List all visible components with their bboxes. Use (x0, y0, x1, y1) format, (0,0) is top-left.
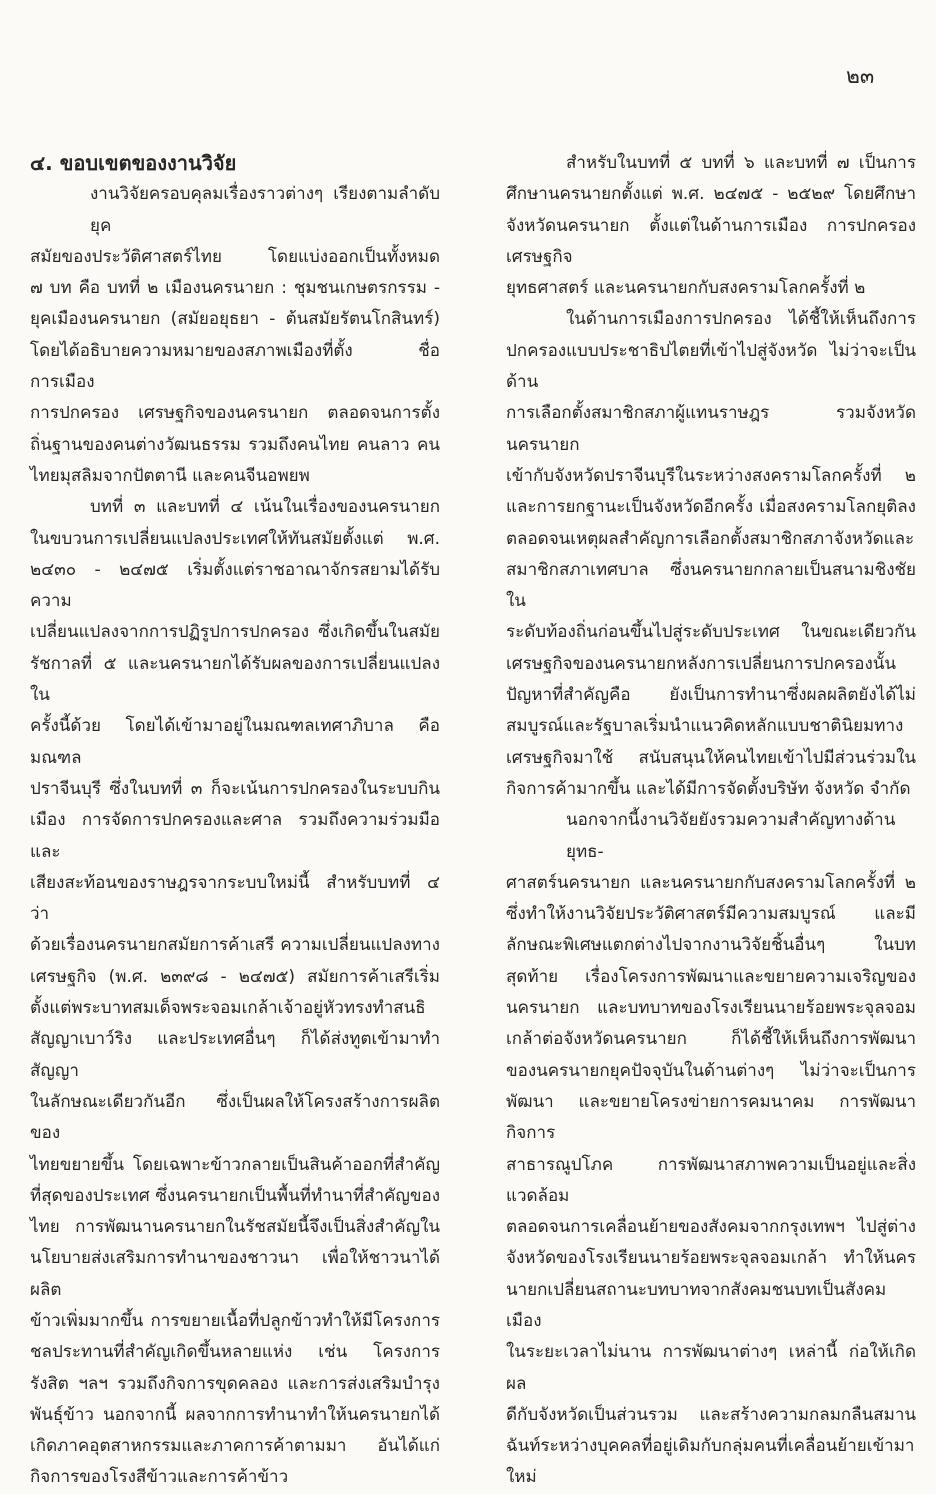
paragraph-2-line: ชลประทานที่สำคัญเกิดขึ้นหลายแห่ง เช่น โครงการ (30, 1342, 440, 1363)
paragraph-1-line: ยุทธศาสตร์ และนครนายกกับสงครามโลกครั้งที่ ๒ (506, 278, 866, 299)
paragraph-2-line: เศรษฐกิจมาใช้ สนับสนุนให้คนไทยเข้าไปมีส่วนร่วมใน (506, 747, 916, 768)
paragraph-2-line: ๒๔๓๐ - ๒๔๗๕ เริ่มตั้งแต่ราชอาณาจักรสยามได้รับความ (30, 559, 440, 612)
paragraph-2-line: เมือง การจัดการปกครองและศาล รวมถึงความร่วมมือและ (30, 810, 440, 862)
paragraph-2-line: เกิดภาคอุตสาหกรรมและภาคการค้าตามมา อันได้แก่ (30, 1436, 440, 1457)
paragraph-2-line: ปราจีนบุรี ซึ่งในบทที่ ๓ ก็จะเน้นการปกครองในระบบกิน (30, 778, 440, 799)
paragraph-2-line: กิจการของโรงสีข้าวและการค้าข้าว (30, 1467, 289, 1488)
paragraph-3-line: ในระยะเวลาไม่นาน การพัฒนาต่างๆ เหล่านี้ ก่อให้เกิดผล (506, 1342, 916, 1394)
paragraph-2-line: ที่สุดของประเทศ ซึ่งนครนายกเป็นพื้นที่ทำนาที่สำคัญของ (30, 1185, 440, 1206)
paragraph-3-line: นครนายก และบทบาทของโรงเรียนนายร้อยพระจุลจอม (506, 998, 916, 1019)
paragraph-1-line: ยุคเมืองนครนายก (สมัยอยุธยา - ต้นสมัยรัตนโกสินทร์) (30, 309, 440, 330)
paragraph-2-line: รังสิต ฯลฯ รวมถึงกิจการขุดคลอง และการส่งเสริมบำรุง (30, 1373, 440, 1394)
paragraph-1-line: โดยได้อธิบายความหมายของสภาพเมืองที่ตั้ง ชื่อ การเมือง (30, 340, 440, 393)
paragraph-2-line: ปกครองแบบประชาธิปไตยที่เข้าไปสู่จังหวัด ไม่ว่าจะเป็นด้าน (506, 340, 916, 393)
left-column (30, 148, 440, 1494)
paragraph-1-line: สมัยของประวัติศาสตร์ไทย โดยแบ่งออกเป็นทั้งหมด (30, 246, 440, 267)
paragraph-3-line: นายกเปลี่ยนสถานะบทบาทจากสังคมชนบทเป็นสังคมเมือง (506, 1279, 887, 1331)
paragraph-2-line: การเลือกตั้งสมาชิกสภาผู้แทนราษฎร รวมจังหวัดนครนายก (506, 403, 916, 455)
paragraph-2-line: และการยกฐานะเป็นจังหวัดอีกครั้ง เมื่อสงครามโลกยุติลง (506, 497, 916, 518)
paragraph-2-line: ในขบวนการเปลี่ยนแปลงประเทศให้ทันสมัยตั้งแต่ พ.ศ. (30, 528, 440, 549)
right-column (506, 148, 916, 1494)
paragraph-3-line: ของนครนายกยุคปัจจุบันในด้านต่างๆ ไม่ว่าจะเป็นการ (506, 1060, 916, 1081)
paragraph-3-line: ลักษณะพิเศษแตกต่างไปจากงานวิจัยชิ้นอื่นๆ ในบท (506, 935, 916, 956)
paragraph-2-line: ตลอดจนเหตุผลสำคัญการเลือกตั้งสมาชิกสภาจังหวัดและ (506, 528, 915, 549)
paragraph-2-line: ในด้านการเมืองการปกครอง ได้ชี้ให้เห็นถึงการ (566, 309, 916, 330)
paragraph-2-line: เศรษฐกิจของนครนายกหลังการเปลี่ยนการปกครองนั้น (506, 653, 897, 674)
paragraph-2-line: ครั้งนี้ด้วย โดยได้เข้ามาอยู่ในมณฑลเทศาภิบาล คือ มณฑล (30, 716, 440, 768)
paragraph-3-line: จังหวัดของโรงเรียนนายร้อยพระจุลจอมเกล้า ทำให้นคร (506, 1248, 916, 1269)
paragraph-1-line: สำหรับในบทที่ ๕ บทที่ ๖ และบทที่ ๗ เป็นการ (566, 153, 916, 173)
paragraph-2-line: ข้าวเพิ่มมากขึ้น การขยายเนื้อที่ปลูกข้าวทำให้มีโครงการ (30, 1310, 440, 1331)
paragraph-3-line: สุดท้าย เรื่องโครงการพัฒนาและขยายความเจริญของ (506, 966, 916, 987)
paragraph-3-line: ฉันท์ระหว่างบุคคลที่อยู่เดิมกับกลุ่มคนที่เคลื่อนย้ายเข้ามาใหม่ (506, 1436, 915, 1488)
paragraph-3-line: ซึ่งทำให้งานวิจัยประวัติศาสตร์มีความสมบูรณ์ และมี (506, 904, 916, 925)
paragraph-2-line: สัญญาเบาว์ริง และประเทศอื่นๆ ก็ได้ส่งทูตเข้ามาทำสัญญา (30, 1029, 440, 1081)
paragraph-2-line: สมาชิกสภาเทศบาล ซึ่งนครนายกกลายเป็นสนามชิงชัยใน (506, 559, 916, 612)
paragraph-3-line: นอกจากนี้งานวิจัยยังรวมความสำคัญทางด้านยุทธ- (566, 810, 896, 862)
paragraph-3-line: ศาสตร์นครนายก และนครนายกกับสงครามโลกครั้งที่ ๒ (506, 872, 916, 893)
paragraph-2-line: ระดับท้องถิ่นก่อนขึ้นไปสู่ระดับประเทศ ในขณะเดียวกัน (506, 622, 916, 643)
paragraph-2-line: กิจการค้ามากขึ้น และได้มีการจัดตั้งบริษัท จังหวัด จำกัด (506, 778, 911, 799)
paragraph-2-line: พันธุ์ข้าว นอกจากนี้ ผลจากการทำนาทำให้นครนายกได้ (30, 1404, 440, 1425)
paragraph-1-line: งานวิจัยครอบคุลมเรื่องราวต่างๆ เรียงตามลำดับยุค (90, 184, 440, 236)
paragraph-2-line: เศรษฐกิจ (พ.ศ. ๒๓๙๘ - ๒๔๗๕) สมัยการค้าเสรีเริ่ม (30, 966, 440, 987)
paragraph-2-line: สมบูรณ์และรัฐบาลเริ่มนำแนวคิดหลักแบบชาตินิยมทาง (506, 716, 904, 737)
paragraph-1-line: ๗ บท คือ บทที่ ๒ เมืองนครนายก : ชุมชนเกษตรกรรม - (30, 278, 440, 299)
paragraph-2-line: นโยบายส่งเสริมการทำนาของชาวนา เพื่อให้ชาวนาได้ผลิต (30, 1248, 440, 1300)
section-heading: ๔. ขอบเขตของงานวิจัย (30, 151, 237, 175)
paragraph-3-line: เกล้าต่อจังหวัดนครนายก ก็ได้ชี้ให้เห็นถึงการพัฒนา (506, 1029, 916, 1050)
paragraph-3-line: พัฒนา และขยายโครงข่ายการคมนาคม การพัฒนากิจการ (506, 1091, 916, 1144)
page-number: ๒๓ (846, 64, 875, 88)
paragraph-1-line: ถิ่นฐานของคนต่างวัฒนธรรม รวมถึงคนไทย คนลาว คน (30, 434, 440, 455)
paragraph-2-line: ตั้งแต่พระบาทสมเด็จพระจอมเกล้าเจ้าอยู่หัวทรงทำสนธิ (30, 998, 426, 1019)
paragraph-2-line: เข้ากับจังหวัดปราจีนบุรีในระหว่างสงครามโลกครั้งที่ ๒ (506, 465, 916, 486)
paragraph-2-line: บทที่ ๓ และบทที่ ๔ เน้นในเรื่องของนครนายก (90, 497, 440, 518)
paragraph-1-line: จังหวัดนครนายก ตั้งแต่ในด้านการเมือง การปกครอง เศรษฐกิจ (506, 215, 916, 267)
paragraph-2-line: ไทย การพัฒนานครนายกในรัชสมัยนี้จึงเป็นสิ่งสำคัญใน (30, 1217, 440, 1238)
paragraph-1-line: ศึกษานครนายกตั้งแต่ พ.ศ. ๒๔๗๕ - ๒๕๒๙ โดยศึกษา (506, 184, 916, 205)
paragraph-2-line: ปัญหาที่สำคัญคือ ยังเป็นการทำนาซึ่งผลผลิตยังได้ไม่ (506, 685, 916, 706)
paragraph-2-line: ไทยขยายขึ้น โดยเฉพาะข้าวกลายเป็นสินค้าออกที่สำคัญ (30, 1154, 440, 1175)
paragraph-1-line: การปกครอง เศรษฐกิจของนครนายก ตลอดจนการตั้ง (30, 403, 440, 424)
paragraph-2-line: ในลักษณะเดียวกันอีก ซึ่งเป็นผลให้โครงสร้างการผลิตของ (30, 1091, 440, 1144)
paragraph-1-line: ไทยมุสลิมจากปัตตานี และคนจีนอพยพ (30, 465, 310, 486)
paragraph-3-line: ตลอดจนการเคลื่อนย้ายของสังคมจากกรุงเทพฯ ไปสู่ต่าง (506, 1217, 916, 1238)
paragraph-2-line: เสียงสะท้อนของราษฎรจากระบบใหม่นี้ สำหรับบทที่ ๔ ว่า (30, 872, 440, 925)
paragraph-2-line: รัชกาลที่ ๕ และนครนายกได้รับผลของการเปลี่ยนแปลงใน (30, 653, 440, 706)
paragraph-3-line: สาธารณูปโภค การพัฒนาสภาพความเป็นอยู่และสิ่งแวดล้อม (506, 1154, 916, 1206)
paragraph-3-line: ดีกับจังหวัดเป็นส่วนรวม และสร้างความกลมกลืนสมาน (506, 1404, 916, 1425)
paragraph-2-line: เปลี่ยนแปลงจากการปฏิรูปการปกครอง ซึ่งเกิดขึ้นในสมัย (30, 622, 440, 643)
paragraph-2-line: ด้วยเรื่องนครนายกสมัยการค้าเสรี ความเปลี่ยนแปลงทาง (30, 935, 440, 956)
